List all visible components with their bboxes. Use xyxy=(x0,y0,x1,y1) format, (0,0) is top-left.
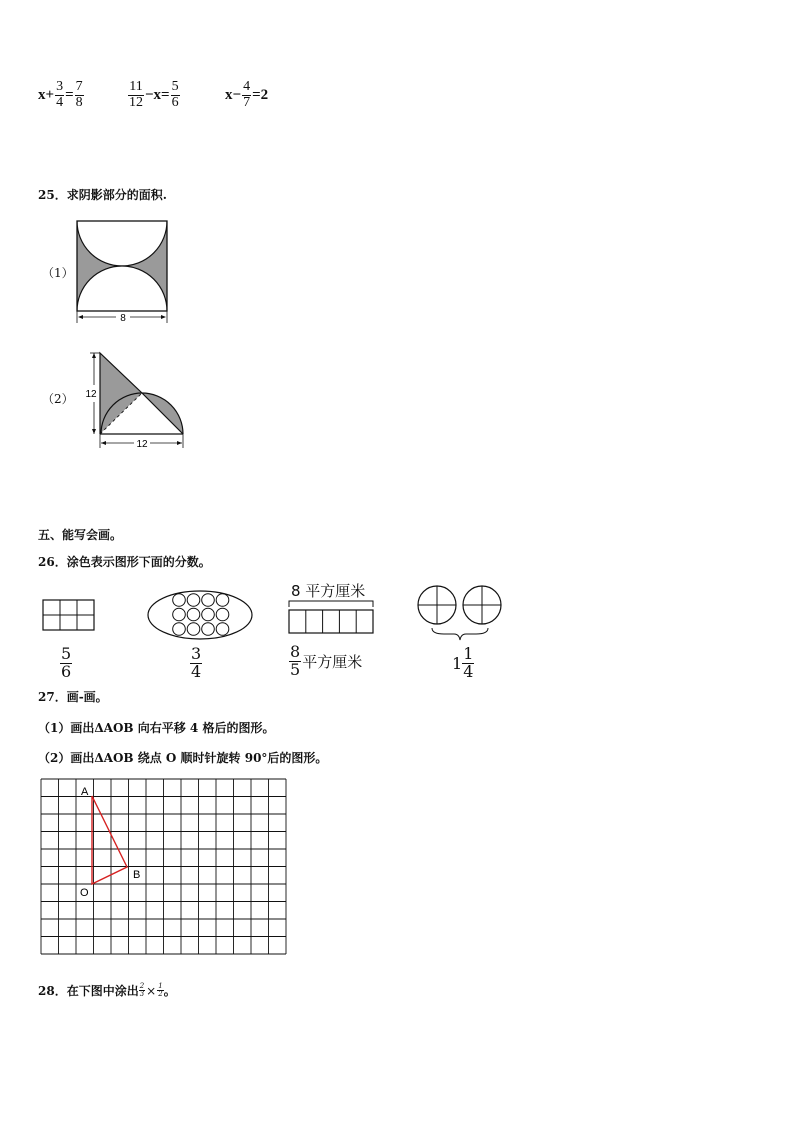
q28-numerator-2: 1 xyxy=(158,981,163,990)
q28-times-sign: × xyxy=(146,983,157,998)
small-circle[interactable] xyxy=(216,594,229,607)
equation-2-numerator-1: 11 xyxy=(129,79,143,94)
equation-3-result: =2 xyxy=(252,86,269,103)
q26-top-label: 8 平方厘米 xyxy=(291,582,366,600)
q27-title: 27．画-画。 xyxy=(38,690,108,704)
q25-figure-2 xyxy=(82,347,192,452)
q26-fraction-3-numerator: 8 xyxy=(290,642,301,661)
equation-1-prefix: x+ xyxy=(38,86,55,103)
q25-figure-1 xyxy=(70,215,180,325)
equation-1-equals: = xyxy=(65,86,74,103)
q27-grid[interactable] xyxy=(40,778,288,956)
dimension-label-8: 8 xyxy=(120,313,126,324)
q25-part2-label: （2） xyxy=(42,392,74,406)
small-circle[interactable] xyxy=(216,608,229,621)
q26-fraction-3-unit: 平方厘米 xyxy=(302,652,363,671)
q28-prefix: 28．在下图中涂出 xyxy=(38,984,139,998)
equation-1-denominator-2: 8 xyxy=(75,94,83,110)
small-circle[interactable] xyxy=(187,608,200,621)
q27-instruction-1: （1）画出ΔAOB 向右平移 4 格后的图形。 xyxy=(38,721,275,735)
point-o-label: O xyxy=(80,887,89,899)
small-circle[interactable] xyxy=(202,594,215,607)
equation-2-denominator-2: 6 xyxy=(171,94,179,110)
q26-bar-rectangle[interactable] xyxy=(285,597,380,637)
q26-fraction-1-denominator: 6 xyxy=(61,661,72,681)
q26-fraction-1 xyxy=(60,646,72,681)
equation-3-numerator: 4 xyxy=(243,79,251,94)
q25-title: 25．求阴影部分的面积. xyxy=(38,188,167,202)
triangle-aob xyxy=(92,796,127,884)
small-circle[interactable] xyxy=(187,623,200,636)
point-a-label: A xyxy=(81,786,89,798)
equation-1-numerator-1: 3 xyxy=(56,79,64,94)
q26-fraction-3-denominator: 5 xyxy=(290,659,301,679)
q26-fraction-2-numerator: 3 xyxy=(191,644,202,663)
q26-fraction-1-numerator: 5 xyxy=(61,644,72,663)
small-circle[interactable] xyxy=(187,594,200,607)
q28-denominator-1: 3 xyxy=(139,990,145,998)
equation-3 xyxy=(225,80,268,110)
section-5-title: 五、能写会画。 xyxy=(38,528,123,542)
equation-2-numerator-2: 5 xyxy=(171,79,179,94)
point-b-label: B xyxy=(133,869,141,881)
q25-part1-label: （1） xyxy=(42,266,74,280)
q26-title: 26．涂色表示图形下面的分数。 xyxy=(38,555,211,569)
q26-grid-rectangle[interactable] xyxy=(40,597,98,633)
small-circle[interactable] xyxy=(202,623,215,636)
q26-fraction-4-denominator: 4 xyxy=(463,661,474,681)
q28-denominator-2: 2 xyxy=(158,990,163,998)
small-circle[interactable] xyxy=(216,623,229,636)
small-circle[interactable] xyxy=(202,608,215,621)
equation-3-denominator: 7 xyxy=(243,94,251,110)
brace xyxy=(432,628,488,640)
dimension-label-height: 12 xyxy=(85,389,97,400)
q26-fraction-2 xyxy=(190,646,202,681)
q28-title xyxy=(38,982,176,999)
equation-1 xyxy=(38,80,85,110)
q26-fraction-4-numerator: 1 xyxy=(463,644,474,663)
small-circle[interactable] xyxy=(173,594,186,607)
q26-fraction-4-whole: 1 xyxy=(452,653,463,673)
small-circle[interactable] xyxy=(173,608,186,621)
equation-2 xyxy=(127,80,181,110)
equation-1-numerator-2: 7 xyxy=(75,79,83,94)
q28-suffix: 。 xyxy=(163,984,176,998)
q26-oval-with-circles[interactable] xyxy=(145,588,255,642)
q26-fraction-2-denominator: 4 xyxy=(191,661,202,681)
dimension-label-width: 12 xyxy=(136,439,148,450)
q26-fraction-4 xyxy=(452,646,474,681)
equation-2-denominator-1: 12 xyxy=(129,94,143,110)
equation-3-prefix: x− xyxy=(225,86,242,103)
small-circle[interactable] xyxy=(173,623,186,636)
q28-numerator-1: 2 xyxy=(139,981,145,990)
equation-1-denominator-1: 4 xyxy=(56,94,64,110)
q27-instruction-2: （2）画出ΔAOB 绕点 O 顺时针旋转 90°后的图形。 xyxy=(38,751,328,765)
q26-fraction-3 xyxy=(289,644,362,679)
equation-2-middle: −x= xyxy=(145,86,170,103)
q26-two-circles[interactable] xyxy=(414,584,509,642)
